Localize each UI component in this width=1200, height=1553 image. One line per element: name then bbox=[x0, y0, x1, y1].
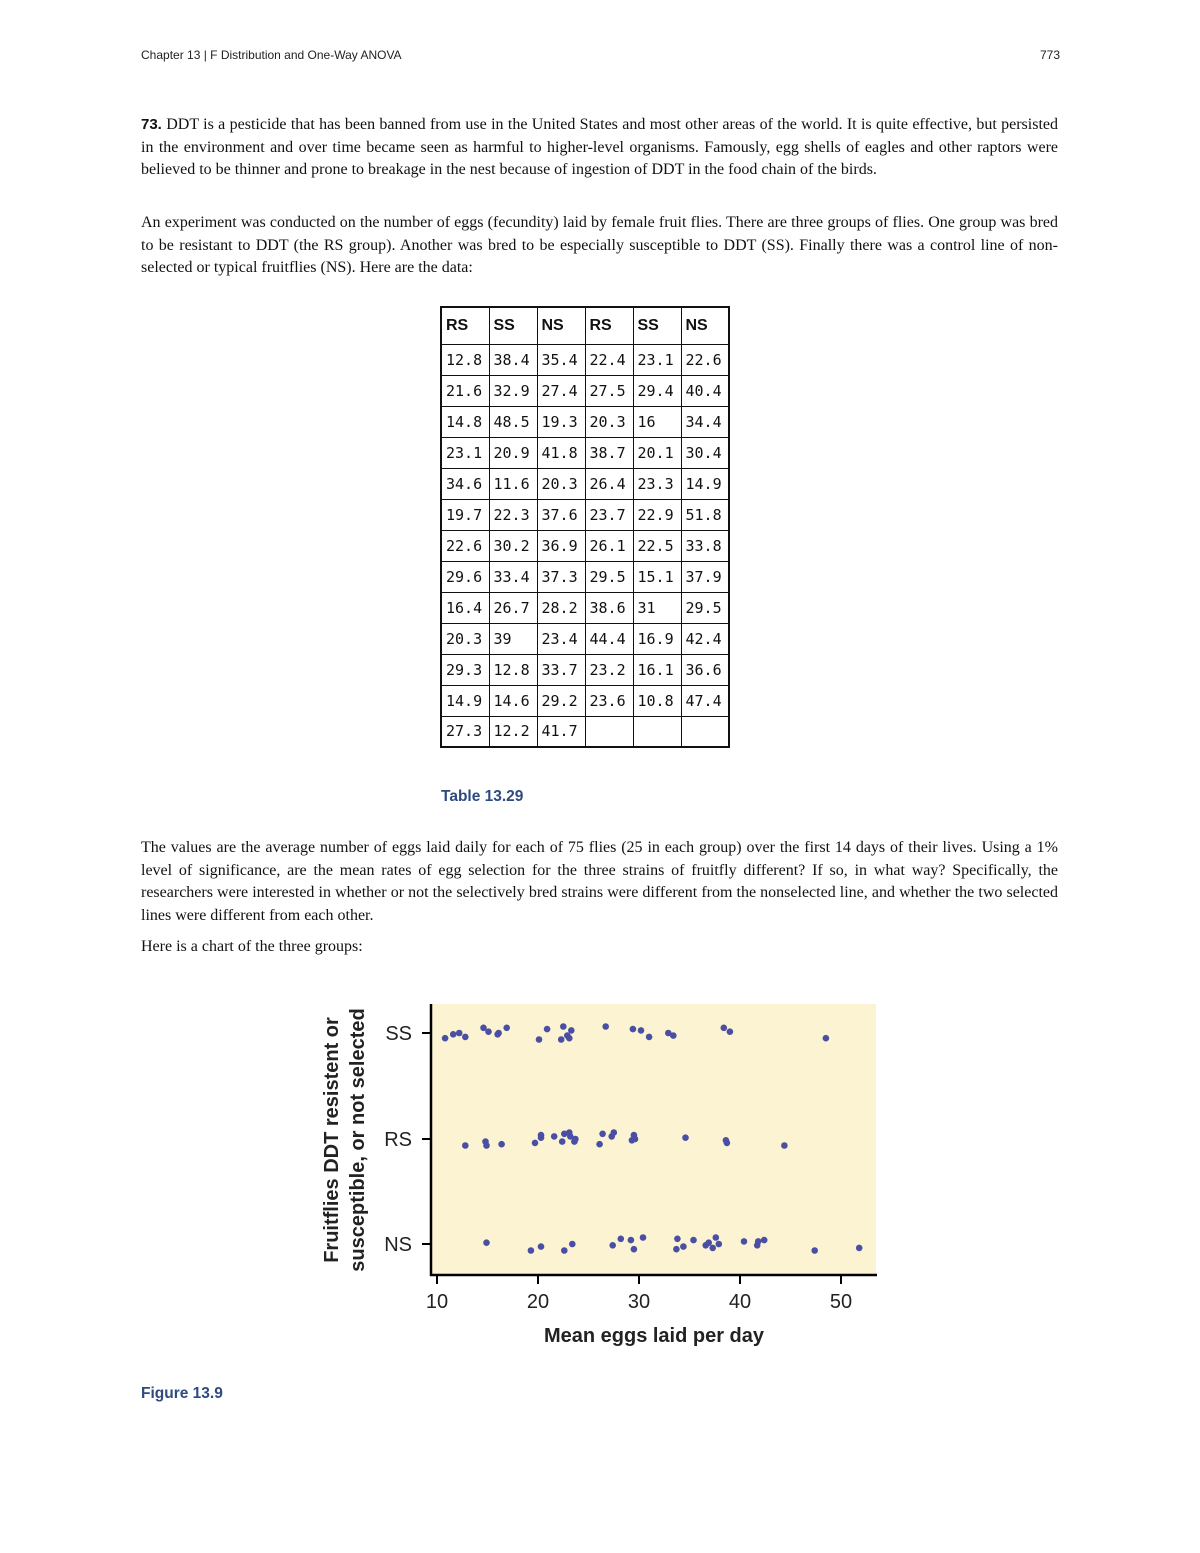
table-row bbox=[441, 437, 729, 468]
table-row bbox=[441, 654, 729, 685]
table-cell: 37.3 bbox=[537, 561, 585, 592]
data-point-rs bbox=[682, 1134, 689, 1141]
table-cell: 27.3 bbox=[441, 716, 489, 747]
table-header-cell: SS bbox=[633, 307, 681, 344]
table-cell: 29.5 bbox=[585, 561, 633, 592]
table-cell: 23.1 bbox=[441, 437, 489, 468]
table-header-cell: SS bbox=[489, 307, 537, 344]
data-point-rs bbox=[596, 1141, 603, 1148]
y-axis-label-line-2: susceptible, or not selected bbox=[347, 1008, 369, 1272]
table-cell: 20.3 bbox=[585, 406, 633, 437]
table-row bbox=[441, 406, 729, 437]
table-cell: 33.8 bbox=[681, 530, 729, 561]
data-point-ss bbox=[638, 1027, 645, 1034]
table-cell: 47.4 bbox=[681, 685, 729, 716]
data-point-ns bbox=[483, 1239, 490, 1246]
data-point-ss bbox=[727, 1028, 734, 1035]
y-axis-label-line-1: Fruitflies DDT resistent or bbox=[321, 1017, 343, 1263]
table-cell: 10.8 bbox=[633, 685, 681, 716]
data-point-ns bbox=[640, 1234, 647, 1241]
data-point-ns bbox=[561, 1247, 568, 1254]
table-cell: 26.4 bbox=[585, 468, 633, 499]
data-point-ns bbox=[569, 1241, 576, 1248]
data-point-rs bbox=[538, 1134, 545, 1141]
data-point-rs bbox=[551, 1133, 558, 1140]
y-tick-label-ss: SS bbox=[385, 1023, 412, 1045]
table-cell: 37.6 bbox=[537, 499, 585, 530]
data-point-ss bbox=[544, 1026, 551, 1033]
table-cell: 23.3 bbox=[633, 468, 681, 499]
data-point-rs bbox=[498, 1141, 505, 1148]
data-point-rs bbox=[599, 1131, 606, 1138]
table-row bbox=[441, 592, 729, 623]
fecundity-data-table bbox=[440, 306, 730, 748]
figure-caption: Figure 13.9 bbox=[141, 1385, 223, 1402]
data-point-ss bbox=[670, 1032, 677, 1039]
data-point-ns bbox=[761, 1237, 768, 1244]
data-point-ss bbox=[560, 1023, 567, 1030]
table-row bbox=[441, 561, 729, 592]
data-point-ss bbox=[568, 1027, 575, 1034]
data-point-ss bbox=[503, 1025, 510, 1032]
table-cell: 34.4 bbox=[681, 406, 729, 437]
dot-plot-chart bbox=[300, 990, 900, 1370]
data-point-ss bbox=[721, 1025, 728, 1032]
table-row bbox=[441, 468, 729, 499]
table-cell: 20.3 bbox=[537, 468, 585, 499]
table-row bbox=[441, 623, 729, 654]
data-point-ns bbox=[716, 1241, 723, 1248]
page-number: 773 bbox=[1039, 48, 1060, 62]
table-cell: 22.5 bbox=[633, 530, 681, 561]
table-cell: 41.7 bbox=[537, 716, 585, 747]
plot-background bbox=[430, 1004, 876, 1276]
data-point-ss bbox=[630, 1026, 637, 1033]
table-cell: 14.6 bbox=[489, 685, 537, 716]
data-point-rs bbox=[559, 1138, 566, 1145]
data-point-rs bbox=[631, 1132, 638, 1139]
table-cell: 34.6 bbox=[441, 468, 489, 499]
data-point-ns bbox=[680, 1243, 687, 1250]
data-point-ns bbox=[811, 1247, 818, 1254]
question-paragraph: The values are the average number of eggs laid daily for each of 75 flies (25 in each group) over the first 14 days of their lives. Using a 1% level of significance, are the mean rates of egg selection for the three strains of fruitfly different? If so, in what way? Specifically, the researchers were interested in whether or not the selectively bred strains were different from the nonselected line, and whether the two selected lines were different from each other. bbox=[141, 839, 1058, 924]
table-header-cell: RS bbox=[441, 307, 489, 344]
table-cell bbox=[681, 716, 729, 747]
table-cell: 19.7 bbox=[441, 499, 489, 530]
data-point-rs bbox=[723, 1137, 730, 1144]
y-tick-label-ns: NS bbox=[384, 1234, 412, 1256]
table-cell: 12.8 bbox=[441, 344, 489, 375]
table-cell: 30.2 bbox=[489, 530, 537, 561]
data-point-rs bbox=[561, 1131, 568, 1138]
table-cell: 26.1 bbox=[585, 530, 633, 561]
table-cell: 40.4 bbox=[681, 375, 729, 406]
table-cell: 36.9 bbox=[537, 530, 585, 561]
table-header-cell: RS bbox=[585, 307, 633, 344]
data-point-ss bbox=[450, 1031, 457, 1038]
table-cell: 29.2 bbox=[537, 685, 585, 716]
data-point-ss bbox=[462, 1034, 469, 1041]
table-cell: 16.1 bbox=[633, 654, 681, 685]
x-tick-label-40: 40 bbox=[728, 1291, 752, 1313]
problem-intro-text: DDT is a pesticide that has been banned from use in the United States and most other areas of the world. It is quite effective, but persisted in the environment and over time became seen as harmful to higher-level organisms. Famously, egg shells of eagles and other raptors were believed to be thinner and prone to breakage in the nest because of ingestion of DDT in the food chain of the birds. bbox=[141, 116, 1059, 178]
table-cell: 11.6 bbox=[489, 468, 537, 499]
table-cell: 44.4 bbox=[585, 623, 633, 654]
x-tick-label-20: 20 bbox=[526, 1291, 550, 1313]
table-row bbox=[441, 344, 729, 375]
table-cell: 37.9 bbox=[681, 561, 729, 592]
data-point-rs bbox=[532, 1140, 539, 1147]
table-cell: 20.3 bbox=[441, 623, 489, 654]
table-row bbox=[441, 685, 729, 716]
table-cell: 16.9 bbox=[633, 623, 681, 654]
table-cell: 23.1 bbox=[633, 344, 681, 375]
data-point-ns bbox=[673, 1246, 680, 1253]
table-cell: 15.1 bbox=[633, 561, 681, 592]
data-point-ss bbox=[485, 1028, 492, 1035]
table-cell: 19.3 bbox=[537, 406, 585, 437]
table-cell bbox=[633, 716, 681, 747]
table-cell: 22.4 bbox=[585, 344, 633, 375]
table-cell: 14.9 bbox=[681, 468, 729, 499]
table-cell: 36.6 bbox=[681, 654, 729, 685]
data-point-ns bbox=[628, 1237, 635, 1244]
table-row bbox=[441, 499, 729, 530]
table-cell: 22.9 bbox=[633, 499, 681, 530]
table-cell: 51.8 bbox=[681, 499, 729, 530]
table-cell: 33.7 bbox=[537, 654, 585, 685]
x-axis-ticks bbox=[426, 1275, 852, 1313]
table-cell: 23.4 bbox=[537, 623, 585, 654]
x-tick-label-10: 10 bbox=[425, 1291, 449, 1313]
y-axis-ticks bbox=[384, 1023, 431, 1256]
table-header-cell: NS bbox=[681, 307, 729, 344]
data-point-ns bbox=[609, 1242, 616, 1249]
table-cell bbox=[585, 716, 633, 747]
table-cell: 14.9 bbox=[441, 685, 489, 716]
data-point-ns bbox=[631, 1246, 638, 1253]
x-tick-label-30: 30 bbox=[627, 1291, 651, 1313]
table-cell: 28.2 bbox=[537, 592, 585, 623]
table-cell: 23.2 bbox=[585, 654, 633, 685]
table-cell: 32.9 bbox=[489, 375, 537, 406]
table-cell: 26.7 bbox=[489, 592, 537, 623]
table-cell: 33.4 bbox=[489, 561, 537, 592]
data-point-ns bbox=[709, 1245, 716, 1252]
table-cell: 29.3 bbox=[441, 654, 489, 685]
table-body bbox=[441, 344, 729, 747]
table-cell: 39 bbox=[489, 623, 537, 654]
table-cell: 38.4 bbox=[489, 344, 537, 375]
data-point-ns bbox=[741, 1238, 748, 1245]
x-axis-label: Mean eggs laid per day bbox=[543, 1325, 765, 1347]
table-cell: 22.6 bbox=[441, 530, 489, 561]
table-header-row bbox=[441, 307, 729, 344]
problem-number: 73. bbox=[141, 116, 162, 133]
problem-intro-paragraph bbox=[141, 114, 1058, 182]
data-point-rs bbox=[611, 1129, 618, 1136]
table-cell: 23.6 bbox=[585, 685, 633, 716]
table-cell: 41.8 bbox=[537, 437, 585, 468]
data-point-ss bbox=[536, 1036, 543, 1043]
data-point-ns bbox=[538, 1243, 545, 1250]
data-point-ns bbox=[674, 1236, 681, 1243]
data-point-ss bbox=[823, 1035, 830, 1042]
experiment-paragraph: An experiment was conducted on the number of eggs (fecundity) laid by female fruit flies. There are three groups of flies. One group was bred to be resistant to DDT (the RS group). Another was bred to be especially susceptible to DDT (SS). Finally there was a control line of non-selected or typical fruitflies (NS). Here are the data: bbox=[141, 214, 1058, 276]
data-point-ss bbox=[456, 1030, 463, 1037]
table-cell: 48.5 bbox=[489, 406, 537, 437]
data-point-ns bbox=[618, 1236, 625, 1243]
chart-intro-paragraph: Here is a chart of the three groups: bbox=[141, 938, 363, 955]
data-point-rs bbox=[567, 1133, 574, 1140]
data-point-ss bbox=[495, 1030, 502, 1037]
chapter-title: Chapter 13 | F Distribution and One-Way ANOVA bbox=[141, 48, 402, 62]
table-row bbox=[441, 530, 729, 561]
table-cell: 27.5 bbox=[585, 375, 633, 406]
table-row bbox=[441, 716, 729, 747]
data-point-ns bbox=[702, 1242, 709, 1249]
data-point-ss bbox=[564, 1032, 571, 1039]
table-cell: 16 bbox=[633, 406, 681, 437]
table-cell: 14.8 bbox=[441, 406, 489, 437]
data-point-ns bbox=[690, 1237, 697, 1244]
table-cell: 35.4 bbox=[537, 344, 585, 375]
data-point-ss bbox=[646, 1034, 653, 1041]
y-tick-label-rs: RS bbox=[384, 1129, 412, 1151]
data-point-ns bbox=[754, 1242, 761, 1249]
table-cell: 30.4 bbox=[681, 437, 729, 468]
table-caption: Table 13.29 bbox=[441, 788, 524, 805]
table-cell: 42.4 bbox=[681, 623, 729, 654]
data-point-ns bbox=[528, 1247, 535, 1254]
data-point-rs bbox=[462, 1142, 469, 1149]
table-cell: 31 bbox=[633, 592, 681, 623]
data-point-ns bbox=[713, 1234, 720, 1241]
table-cell: 22.6 bbox=[681, 344, 729, 375]
table-cell: 23.7 bbox=[585, 499, 633, 530]
table-cell: 22.3 bbox=[489, 499, 537, 530]
data-point-rs bbox=[571, 1138, 578, 1145]
data-point-rs bbox=[483, 1142, 490, 1149]
table-cell: 38.6 bbox=[585, 592, 633, 623]
table-cell: 29.6 bbox=[441, 561, 489, 592]
data-point-rs bbox=[781, 1142, 788, 1149]
table-header-cell: NS bbox=[537, 307, 585, 344]
data-point-ss bbox=[558, 1036, 565, 1043]
data-point-ss bbox=[602, 1023, 609, 1030]
x-tick-label-50: 50 bbox=[829, 1291, 853, 1313]
table-cell: 20.9 bbox=[489, 437, 537, 468]
table-cell: 20.1 bbox=[633, 437, 681, 468]
data-point-ss bbox=[442, 1035, 449, 1042]
table-row bbox=[441, 375, 729, 406]
table-cell: 29.5 bbox=[681, 592, 729, 623]
data-point-ns bbox=[856, 1245, 863, 1252]
table-cell: 12.2 bbox=[489, 716, 537, 747]
table-cell: 29.4 bbox=[633, 375, 681, 406]
table-cell: 12.8 bbox=[489, 654, 537, 685]
table-cell: 27.4 bbox=[537, 375, 585, 406]
table-cell: 38.7 bbox=[585, 437, 633, 468]
table-cell: 16.4 bbox=[441, 592, 489, 623]
table-cell: 21.6 bbox=[441, 375, 489, 406]
